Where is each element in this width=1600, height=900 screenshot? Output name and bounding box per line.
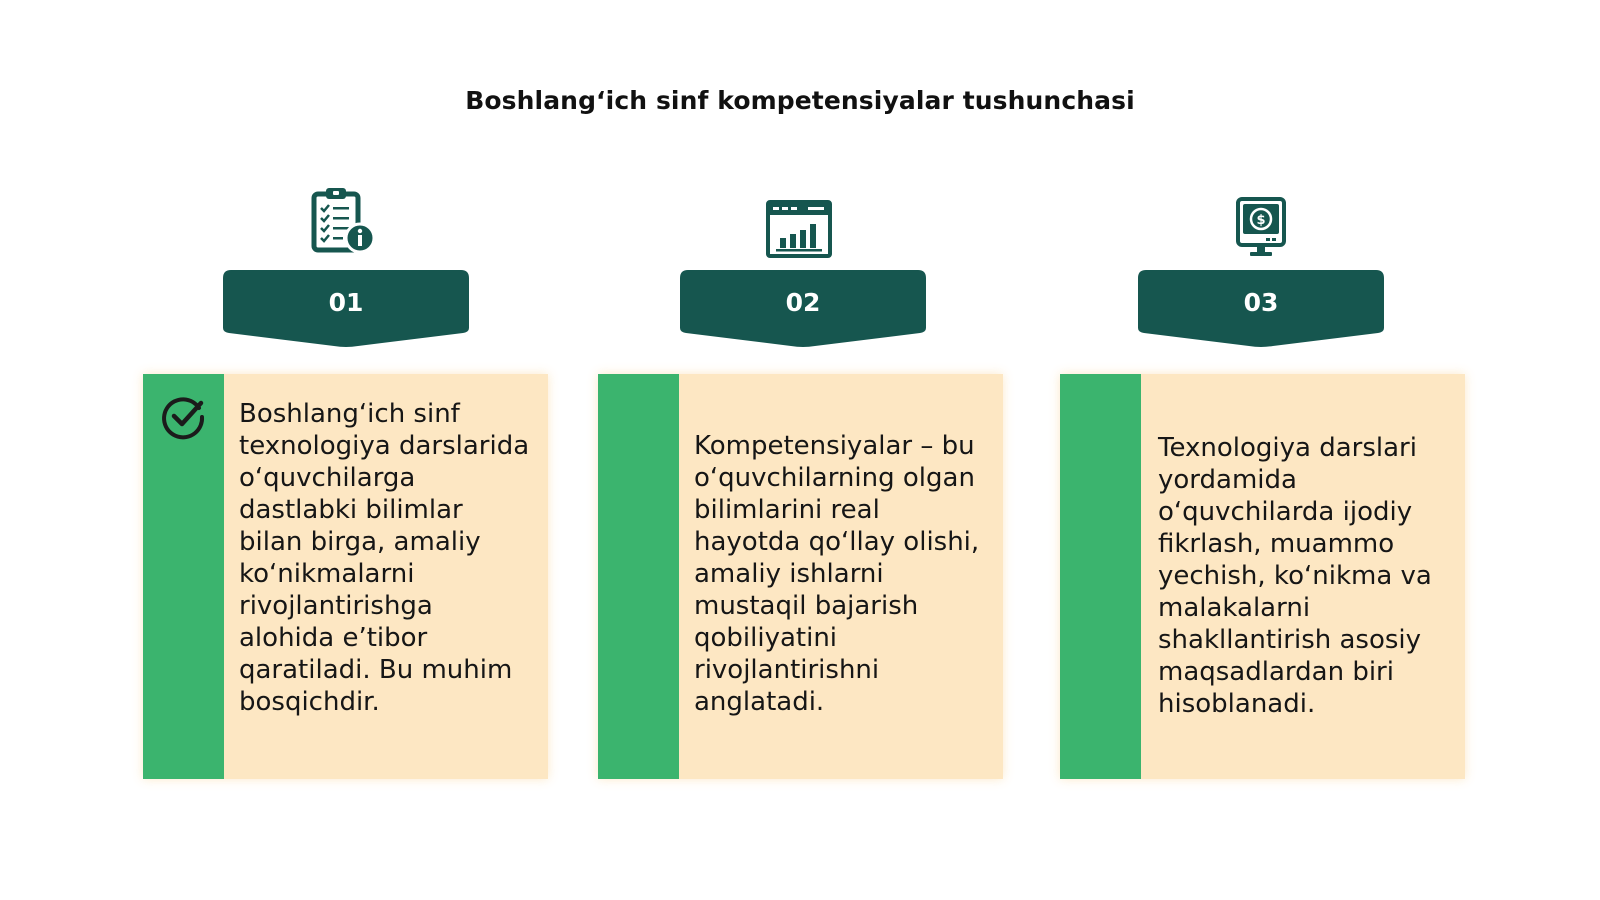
step-card-1	[143, 374, 548, 779]
clipboard-checklist-info-icon	[306, 186, 378, 258]
step-card-2	[598, 374, 1003, 779]
step-badge-3	[1138, 270, 1384, 348]
card-stripe	[1060, 374, 1141, 779]
step-badge-2	[680, 270, 926, 348]
step-badge-1	[223, 270, 469, 348]
step-number: 01	[328, 288, 364, 317]
step-column-3	[1060, 0, 1465, 900]
step-column-1	[143, 0, 548, 900]
browser-bar-chart-icon	[764, 194, 836, 266]
card-stripe	[598, 374, 679, 779]
step-card-3	[1060, 374, 1465, 779]
step-text: Texnologiya darslari yordamida o‘quvchilarda ijodiy fikrlash, muammo yechish, ko‘nikma va malakalarni shakllantirish asosiy maqsadlardan biri hisoblanadi.	[1158, 433, 1432, 719]
step-text: Boshlang‘ich sinf texnologiya darslarida o‘quvchilarga dastlabki bilimlar bilan birga, amaliy ko‘nikmalarni rivojlantirishga alohida e’tibor qaratiladi. Bu muhim bosqichdir.	[239, 399, 530, 717]
page-title: Boshlang‘ich sinf kompetensiyalar tushunchasi	[465, 86, 1135, 115]
step-text: Kompetensiyalar – bu o‘quvchilarning olgan bilimlarini real hayotda qo‘llay olishi, amaliy ishlarni mustaqil bajarish qobiliyatini rivojlantirishni anglatadi.	[694, 431, 980, 717]
step-number: 03	[1243, 288, 1279, 317]
check-circle-icon	[161, 394, 207, 440]
step-number: 02	[785, 288, 821, 317]
monitor-dollar-icon	[1226, 193, 1298, 265]
step-column-2	[598, 0, 1003, 900]
svg-text:$: $	[1256, 213, 1266, 228]
